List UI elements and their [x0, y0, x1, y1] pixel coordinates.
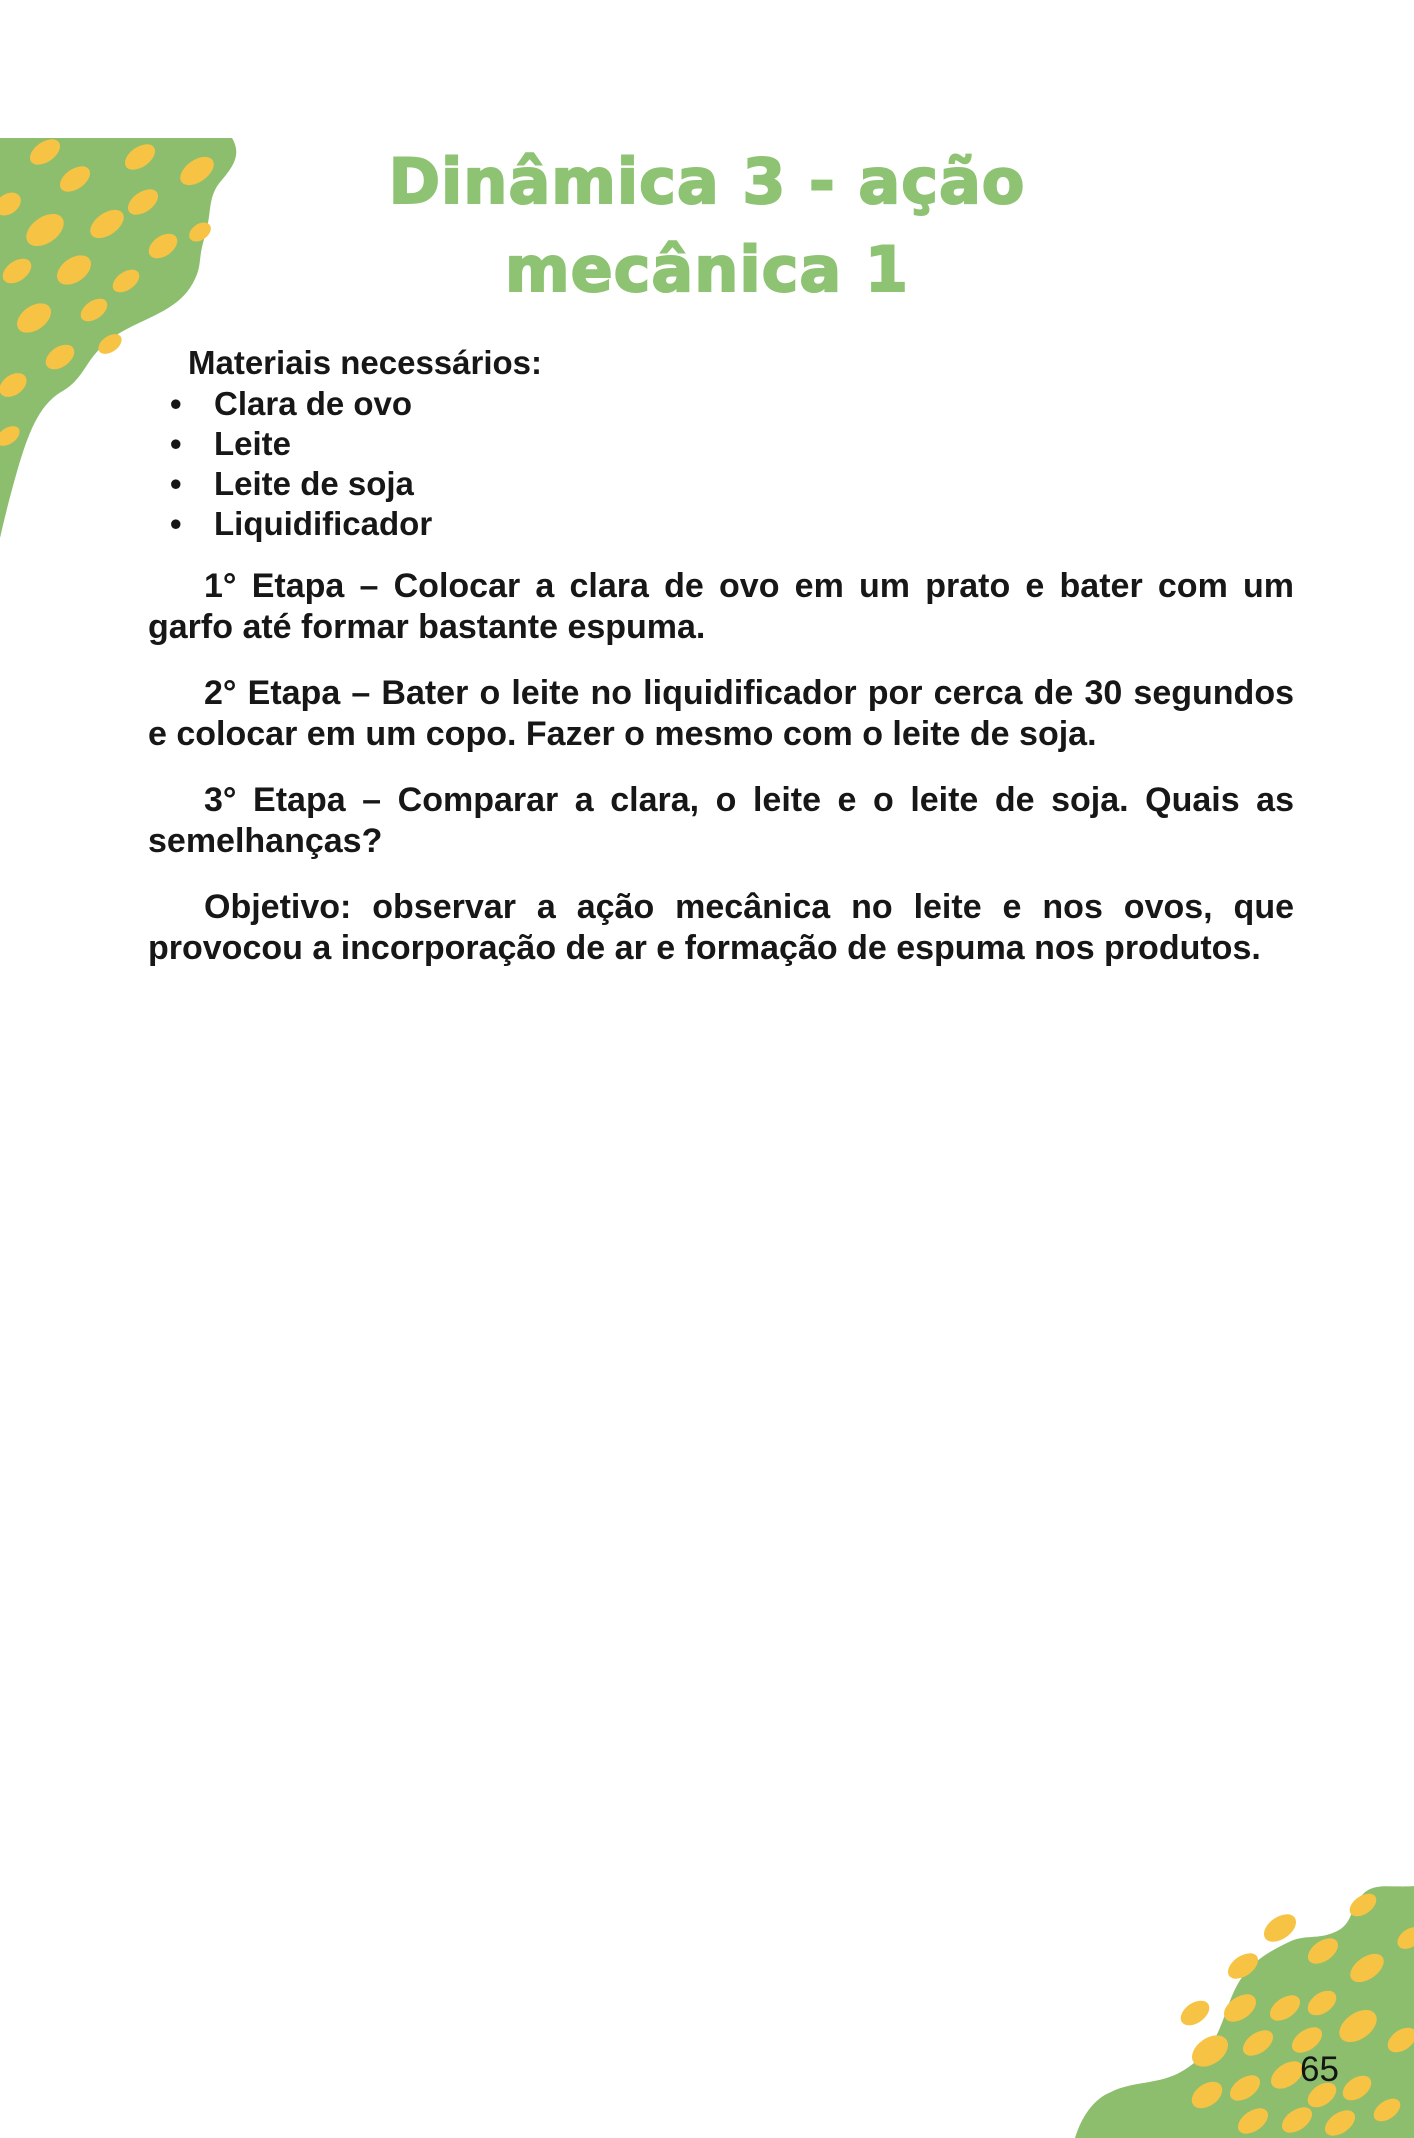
- step-paragraph-2: 2° Etapa – Bater o leite no liquidificador por cerca de 30 segundos e colocar em um copo. Fazer o mesmo com o leite de soja.: [148, 674, 1294, 753]
- list-item: • Clara de ovo: [148, 384, 1294, 424]
- list-item: • Leite de soja: [148, 464, 1294, 504]
- objective-paragraph: Objetivo: observar a ação mecânica no leite e nos ovos, que provocou a incorporação de ar e formação de espuma nos produtos.: [148, 888, 1294, 967]
- list-item: • Leite: [148, 424, 1294, 464]
- page-number: 65: [1300, 2050, 1339, 2089]
- step-paragraph-1: 1° Etapa – Colocar a clara de ovo em um prato e bater com um garfo até formar bastante espuma.: [148, 567, 1294, 646]
- materials-list: [148, 384, 1294, 544]
- bottom-right-blob-decoration: [1069, 1878, 1414, 2138]
- step-paragraph-3: 3° Etapa – Comparar a clara, o leite e o leite de soja. Quais as semelhanças?: [148, 781, 1294, 860]
- page-title-line2: mecânica 1: [505, 233, 909, 306]
- list-item: • Liquidificador: [148, 504, 1294, 544]
- page-title-line1: Dinâmica 3 - ação: [388, 145, 1026, 218]
- document-page: [0, 138, 1414, 2138]
- materials-heading: Materiais necessários:: [188, 344, 543, 381]
- document-body: [148, 342, 1294, 969]
